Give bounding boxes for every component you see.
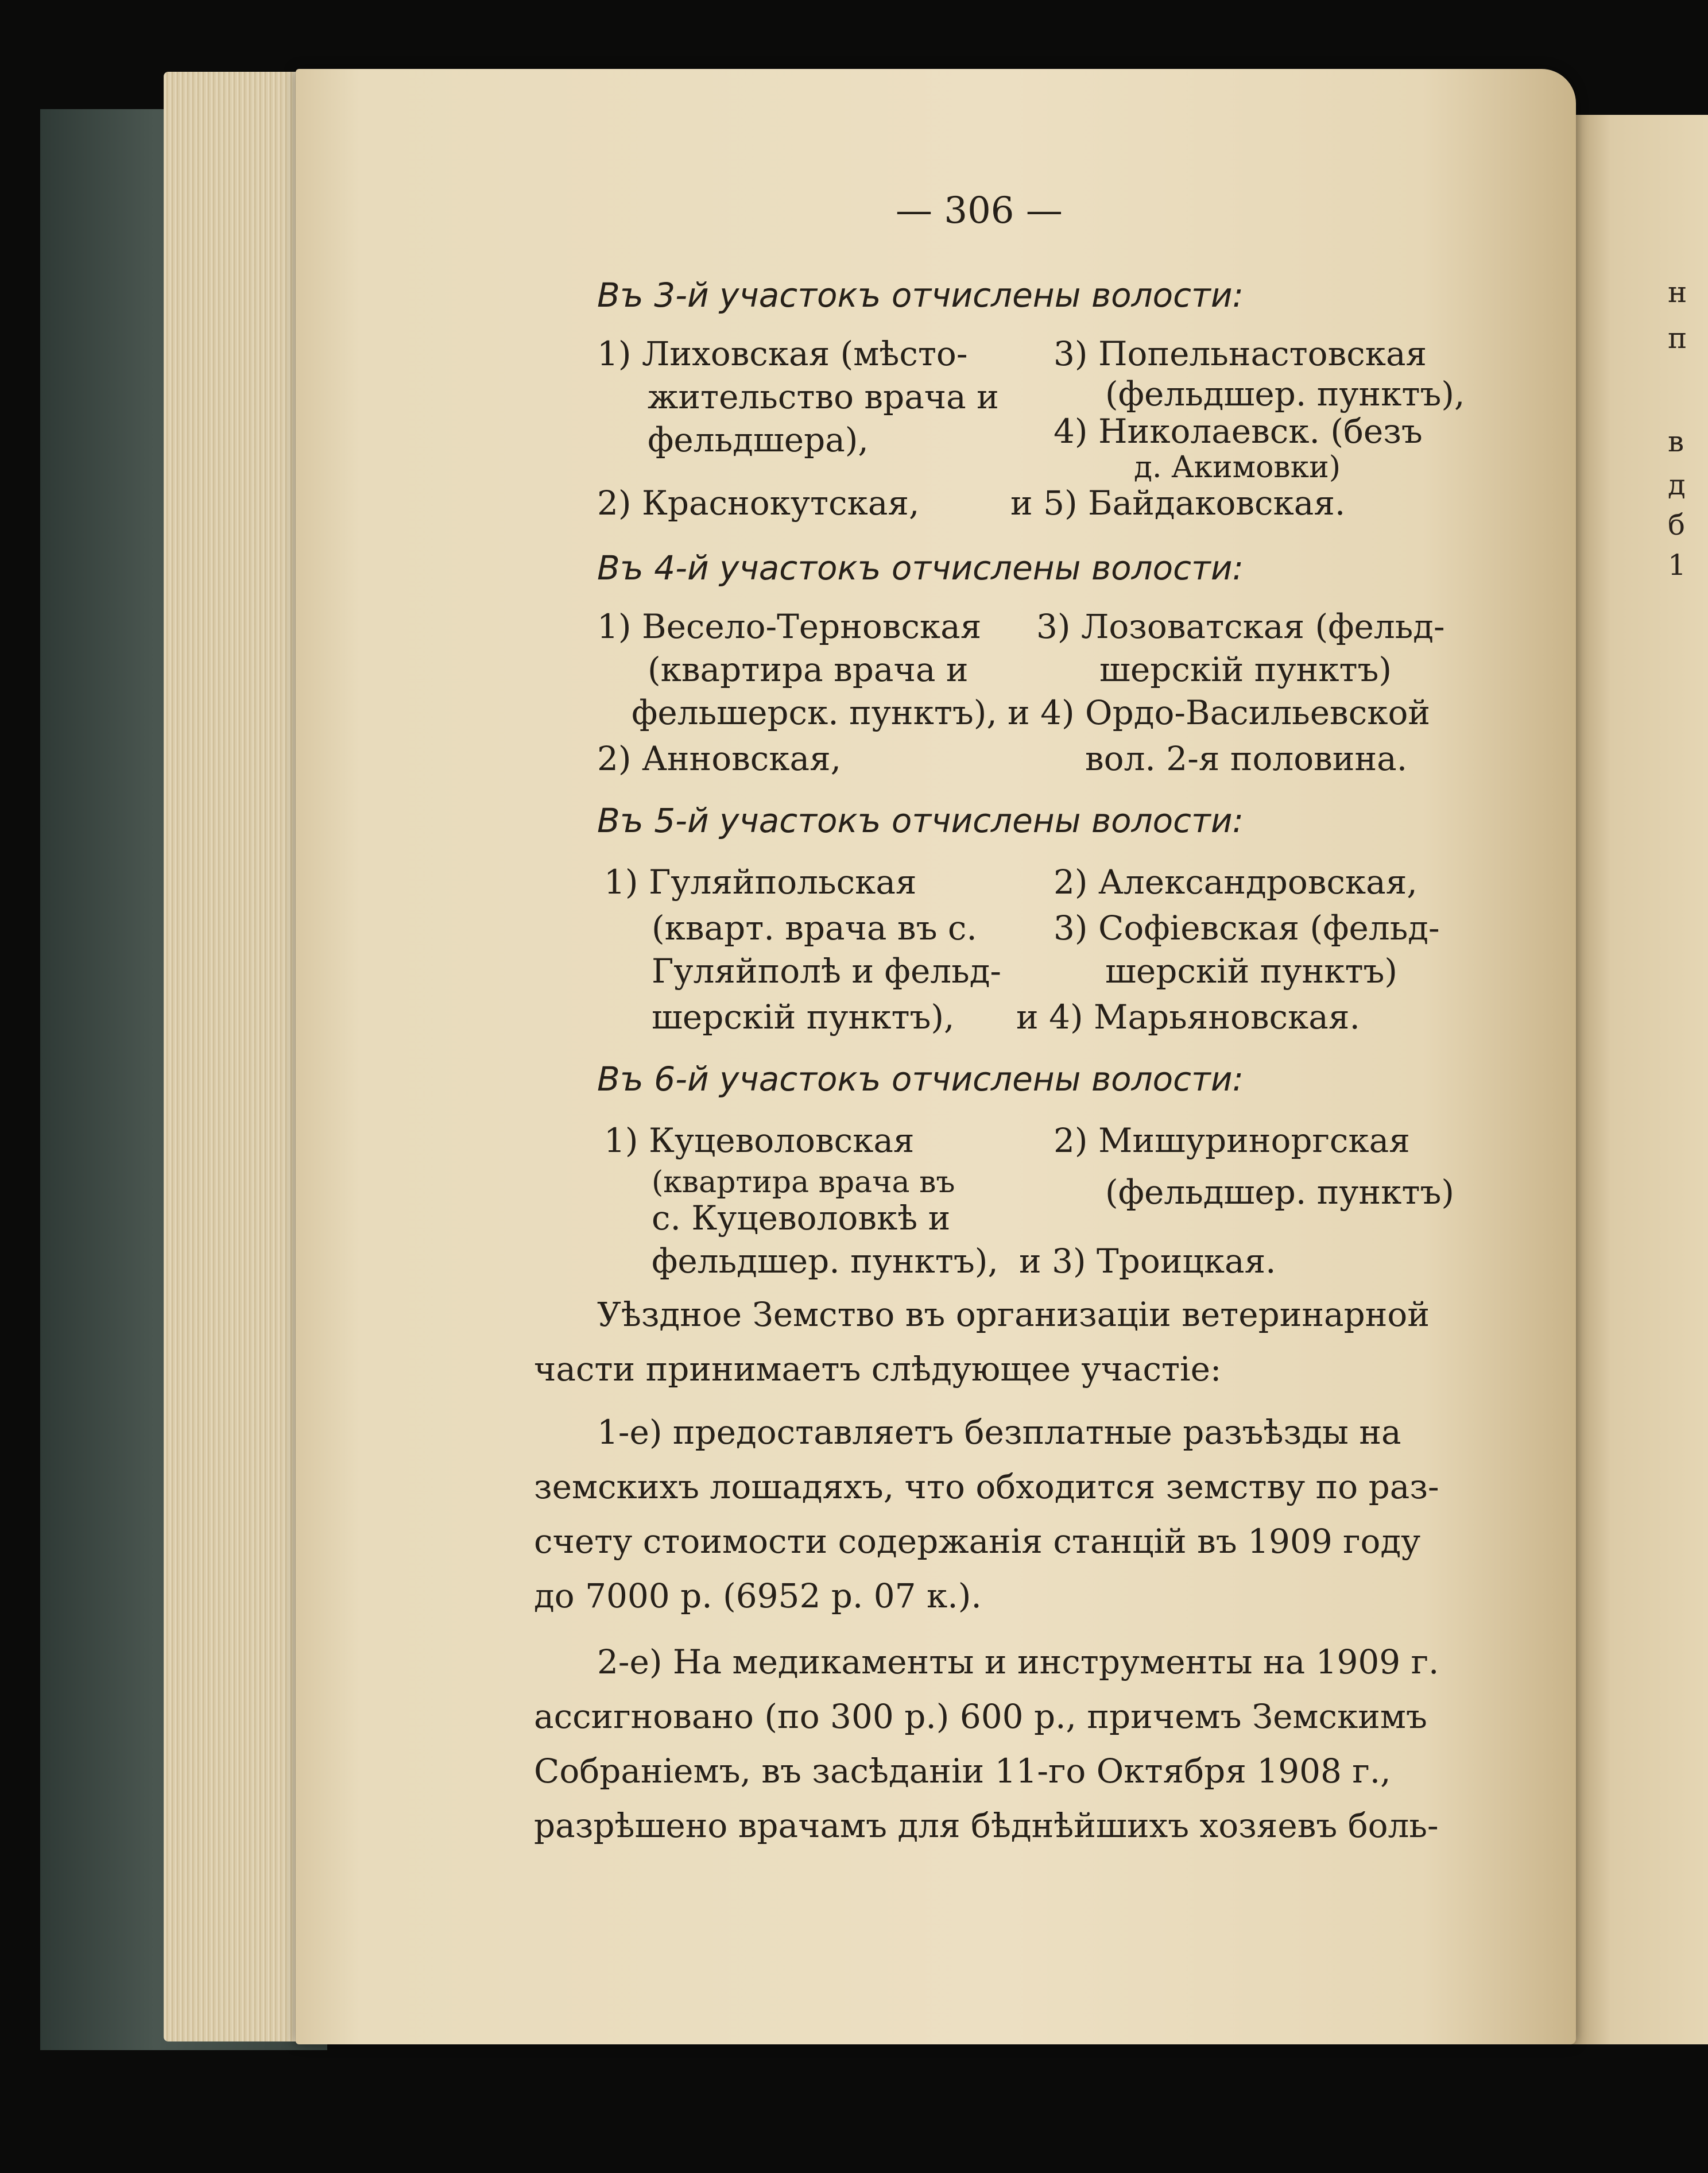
right-page-edge (1559, 115, 1708, 2044)
paragraph-line: разрѣшено врачамъ для бѣднѣйшихъ хозяевъ боль- (534, 1806, 1439, 1845)
paragraph-line: Собраніемъ, въ засѣданіи 11-го Октября 1908 г., (534, 1751, 1391, 1791)
paragraph-line: 2-е) На медикаменты и инструменты на 1909 г. (597, 1642, 1439, 1681)
list-item: вол. 2-я половина. (1085, 739, 1408, 778)
list-item: 4) Николаевск. (безъ (1054, 412, 1423, 451)
right-page-fragment: б (1668, 508, 1686, 542)
paragraph-line: до 7000 р. (6952 р. 07 к.). (534, 1576, 982, 1615)
list-item: и 3) Троицкая. (1019, 1242, 1276, 1281)
list-item: (квартира врача въ (652, 1165, 955, 1200)
list-item: (квартира врача и (648, 650, 969, 689)
section-heading: Въ 3-й участокъ отчислены волости: (597, 276, 1244, 315)
paragraph-line: счету стоимости содержанія станцій въ 1909 году (534, 1522, 1421, 1561)
list-item: 3) Попельнастовская (1054, 334, 1427, 373)
page-edges (164, 72, 307, 2041)
list-item: 1) Куцеволовская (604, 1121, 915, 1160)
list-item: и 5) Байдаковская. (1010, 484, 1346, 523)
list-item: 2) Анновская, (597, 739, 842, 778)
right-page-fragment: 1 (1668, 548, 1686, 582)
list-item: 2) Краснокутская, (597, 484, 920, 523)
section-heading: Въ 4-й участокъ отчислены волости: (597, 548, 1244, 587)
list-item: 2) Мишуриноргская (1054, 1121, 1410, 1160)
list-item: и 4) Ордо-Васильевской (1008, 693, 1431, 732)
list-item: (фельдшер. пунктъ) (1105, 1173, 1455, 1212)
paragraph-line: ассигновано (по 300 р.) 600 р., причемъ Земскимъ (534, 1697, 1427, 1736)
list-item: 1) Весело-Терновская (597, 607, 982, 646)
list-item: шерскій пунктъ), (652, 997, 955, 1037)
section-heading: Въ 5-й участокъ отчислены волости: (597, 801, 1244, 840)
list-item: жительство врача и (648, 377, 999, 416)
paragraph-line: земскихъ лошадяхъ, что обходится земству по раз- (534, 1467, 1439, 1506)
list-item: фельдшер. пунктъ), (652, 1242, 998, 1281)
list-item: 3) Лозоватская (фельд- (1036, 607, 1445, 646)
right-page-fragment: в (1668, 425, 1684, 458)
paragraph-line: части принимаетъ слѣдующее участіе: (534, 1350, 1222, 1389)
page-number: — 306 — (896, 190, 1063, 232)
list-item: (кварт. врача въ с. (652, 908, 977, 948)
right-page-fragment: п (1668, 322, 1687, 355)
list-item: 1) Гуляйпольская (604, 863, 917, 902)
list-item: 1) Лиховская (мѣсто- (597, 334, 968, 373)
list-item: Гуляйполѣ и фельд- (652, 952, 1001, 991)
list-item: фельдшера), (648, 420, 869, 459)
list-item: и 4) Марьяновская. (1016, 997, 1360, 1037)
list-item: шерскій пунктъ) (1099, 650, 1392, 689)
list-item: фельшерск. пунктъ), (632, 693, 997, 732)
list-item: шерскій пунктъ) (1105, 952, 1398, 991)
list-item: (фельдшер. пунктъ), (1105, 374, 1465, 413)
paragraph-line: Уѣздное Земство въ организаціи ветеринарной (597, 1295, 1430, 1334)
paragraph-line: 1-е) предоставляетъ безплатные разъѣзды на (597, 1413, 1401, 1452)
list-item: 3) Софіевская (фельд- (1054, 908, 1440, 948)
list-item: с. Куцеволовкѣ и (652, 1198, 951, 1238)
right-page-fragment: н (1668, 276, 1687, 309)
right-page-fragment: д (1668, 468, 1686, 501)
section-heading: Въ 6-й участокъ отчислены волости: (597, 1060, 1244, 1099)
list-item: д. Акимовки) (1134, 450, 1341, 485)
list-item: 2) Александровская, (1054, 863, 1417, 902)
